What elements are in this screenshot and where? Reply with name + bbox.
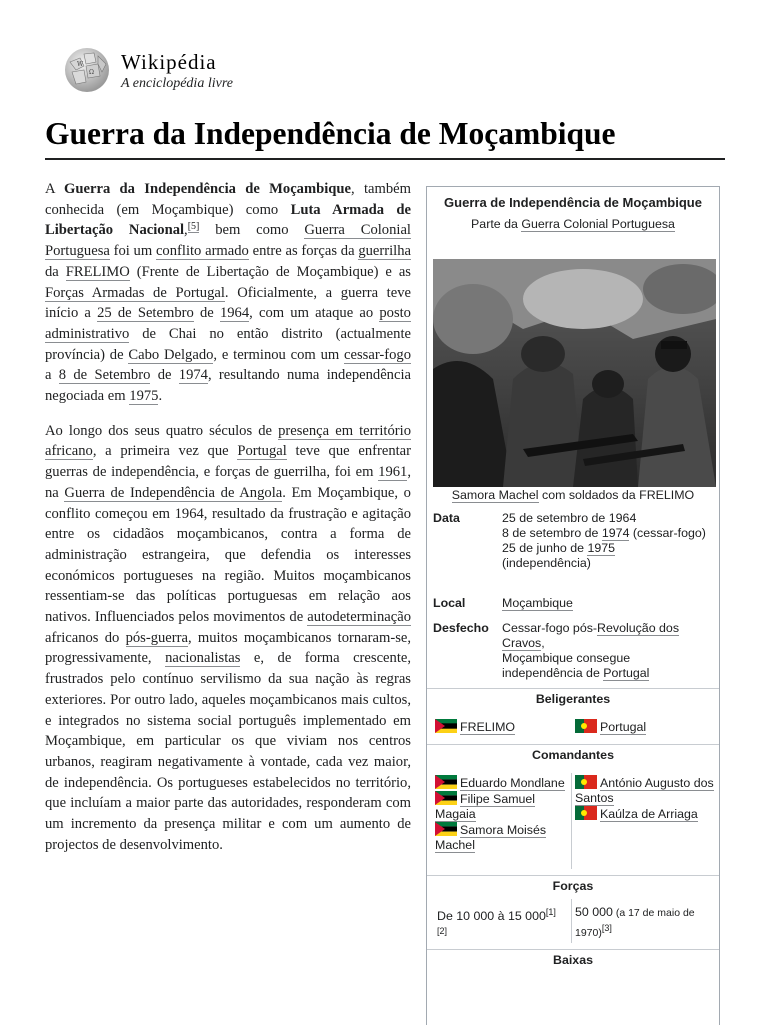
link-guerra-angola[interactable]: Guerra de Independência de Angola [64, 484, 283, 501]
link-frelimo[interactable]: FRELIMO [65, 263, 130, 280]
label-local: Local [433, 596, 466, 610]
link-pos-guerra[interactable]: pós-guerra [125, 629, 188, 646]
portugal-flag-icon [575, 775, 597, 789]
article-paragraph-1 [45, 179, 411, 407]
commander-arriaga [575, 806, 715, 822]
text: teve que enfrentar guerras de independência, e forças de guerrilha, foi em [45, 443, 412, 481]
commander-mondlane [435, 775, 567, 791]
label-desfecho: Desfecho [433, 621, 489, 635]
text: (a 17 de maio de 1970) [575, 907, 695, 940]
text: , também conhecida (em Moçambique) como [45, 181, 411, 218]
text: com soldados da FRELIMO [538, 488, 695, 502]
infobox-photo[interactable] [433, 259, 716, 487]
mozambique-flag-icon [435, 791, 457, 805]
link-portugal-infobox[interactable]: Portugal [603, 666, 650, 680]
text: , [541, 636, 545, 650]
page-title: Guerra da Independência de Moçambique [45, 112, 725, 160]
text: bem como [199, 222, 305, 239]
bold-term: Guerra da Independência de Moçambique [64, 181, 352, 197]
data-independence-note: (independência) [502, 556, 591, 570]
link-8-setembro[interactable]: 8 de Setembro [58, 367, 151, 384]
data-start: 25 de setembro de 1964 [502, 511, 637, 525]
belligerent-portugal [575, 719, 646, 735]
text: entre as forças da [248, 243, 359, 260]
section-forcas: Forças [427, 875, 719, 894]
svg-text:W: W [77, 61, 84, 68]
text: , resultando numa independência negociada em [45, 367, 411, 405]
link-nacionalistas[interactable]: nacionalistas [165, 650, 241, 667]
svg-text:Ω: Ω [89, 69, 94, 76]
portugal-flag-icon [575, 806, 597, 820]
link-guerra-colonial-infobox[interactable]: Guerra Colonial Portuguesa [521, 217, 675, 231]
text: , [184, 222, 188, 239]
link-samora-moises-machel[interactable]: Samora Moisés Machel [435, 823, 547, 852]
link-guerra-colonial[interactable]: Guerra Colonial Portuguesa [45, 222, 411, 260]
wikipedia-globe-icon[interactable] [62, 44, 112, 94]
text: Ao longo dos seus quatro séculos de [45, 422, 279, 439]
link-1974-infobox[interactable]: 1974 [601, 526, 630, 540]
section-comandantes: Comandantes [427, 744, 719, 763]
column-divider [571, 899, 572, 943]
column-divider [571, 773, 572, 869]
reference-link[interactable]: [1][2] [437, 907, 556, 937]
text: , a primeira vez que [92, 443, 238, 460]
link-guerrilha[interactable]: guerrilha [358, 243, 411, 260]
data-ceasefire [502, 526, 713, 541]
link-frelimo-infobox[interactable]: FRELIMO [460, 720, 516, 734]
link-eduardo-mondlane[interactable]: Eduardo Mondlane [460, 776, 565, 790]
mozambique-flag-icon [435, 775, 457, 789]
link-autodeterminacao[interactable]: autodeterminação [307, 609, 411, 626]
text: (Frente de Libertação de Moçambique) e as [129, 263, 411, 280]
bold-term: Luta Armada de Libertação Nacional [45, 201, 412, 239]
text: , e terminou com um [213, 346, 345, 363]
text: a [45, 367, 59, 384]
text: (cessar-fogo) [629, 526, 706, 540]
link-forcas-armadas[interactable]: Forças Armadas de Portugal [45, 284, 225, 301]
section-baixas: Baixas [427, 949, 719, 968]
text: A [45, 181, 65, 197]
link-kaulza-arriaga[interactable]: Kaúlza de Arriaga [600, 807, 698, 821]
text: , com um ataque ao [249, 305, 380, 322]
text: de Chai no então distrito (actualmente província) de [45, 325, 411, 363]
link-25-setembro[interactable]: 25 de Setembro [97, 305, 194, 322]
text: Cessar-fogo pós- [502, 621, 598, 635]
forces-frelimo [437, 905, 565, 943]
text: De 10 000 à 15 000 [437, 909, 546, 924]
text: . [158, 388, 163, 405]
link-1975-infobox[interactable]: 1975 [587, 541, 616, 555]
value-desfecho [502, 621, 713, 681]
text: Parte da [471, 217, 522, 231]
link-1964[interactable]: 1964 [219, 305, 250, 322]
text: Moçambique consegue independência de [502, 651, 631, 680]
site-tagline: A enciclopédia livre [121, 76, 233, 91]
text: africanos do [45, 629, 126, 646]
link-1961[interactable]: 1961 [378, 464, 408, 481]
commanders-portugal [575, 775, 715, 822]
text: foi um [109, 243, 156, 260]
link-presenca-territorio[interactable]: presença em território africano [45, 422, 411, 460]
text: e, de forma crescente, frustrados pelo contínuo servilismo da sua nação às regras exteriores. Por outro lado, aqueles moçambicanos mais cultos, e integrados no sistema social português implementado em Moçambique, em particular os que viviam nos centros urbanos, reagiram negativamente à vontade, cada vez maior, de independência. Os portugueses estabelecidos no território, que incluíam a maior parte das autoridades, responderam com um incremento da presença militar e com um aumento de projectos de desenvolvimento. [45, 650, 412, 853]
text: 50 000 [575, 905, 613, 919]
text: da [45, 263, 66, 280]
section-beligerantes: Beligerantes [427, 688, 719, 707]
infobox-caption [427, 488, 719, 503]
value-local [502, 596, 713, 611]
infobox-subtitle [427, 217, 719, 232]
reference-link[interactable]: [3] [601, 923, 612, 933]
forces-portugal [575, 905, 715, 941]
link-cabo-delgado[interactable]: Cabo Delgado [128, 346, 214, 363]
link-posto-administrativo[interactable]: posto administrativo [45, 305, 411, 342]
link-portugal-belligerent[interactable]: Portugal [600, 720, 647, 734]
commanders-frelimo [435, 775, 567, 853]
reference-link[interactable]: [5] [187, 220, 200, 232]
text: 8 de setembro de [502, 526, 602, 540]
text: de [150, 367, 179, 384]
text: 25 de junho de [502, 541, 588, 555]
text: . Em Moçambique, o conflito começou em 1964, resultado da frustração e agitação entre os cidadãos moçambicanos, contra a forma de administração estrangeira, que defendia os interesses económicos portugueses na região. Muitos moçambicanos ressentiam-se das políticas portuguesas em relação aos nativos. Influenciados pelos movimentos de [45, 484, 411, 626]
mozambique-flag-icon [435, 822, 457, 836]
commander-santos [575, 775, 715, 806]
label-data: Data [433, 511, 460, 525]
text: , na [45, 464, 411, 501]
site-name[interactable]: Wikipédia [121, 50, 217, 74]
link-cessar-fogo[interactable]: cessar-fogo [344, 346, 411, 363]
infobox-title: Guerra de Independência de Moçambique [444, 195, 702, 210]
link-mocambique[interactable]: Moçambique [502, 596, 573, 610]
link-conflito-armado[interactable]: conflito armado [155, 243, 249, 260]
text: de [193, 305, 220, 322]
link-revolucao-cravos[interactable]: Revolução dos Cravos [502, 621, 680, 650]
text: , muitos moçambicanos tornaram-se, progressivamente, [45, 629, 411, 667]
commander-machel [435, 822, 567, 853]
article-body [45, 179, 411, 870]
infobox [426, 186, 720, 1025]
link-portugal[interactable]: Portugal [237, 443, 287, 460]
value-data [502, 511, 713, 571]
link-1974[interactable]: 1974 [178, 367, 208, 384]
site-header [62, 44, 302, 98]
portugal-flag-icon [575, 719, 597, 733]
mozambique-flag-icon [435, 719, 457, 733]
belligerent-frelimo [435, 719, 515, 735]
link-1975[interactable]: 1975 [129, 388, 159, 405]
text: . Oficialmente, a guerra teve início a [45, 284, 411, 322]
article-paragraph-2 [45, 421, 411, 856]
link-antonio-santos[interactable]: António Augusto dos Santos [575, 776, 714, 805]
data-independence [502, 541, 713, 556]
commander-magaia [435, 791, 567, 822]
link-filipe-magaia[interactable]: Filipe Samuel Magaia [435, 792, 536, 821]
link-samora-machel[interactable]: Samora Machel [451, 488, 539, 502]
